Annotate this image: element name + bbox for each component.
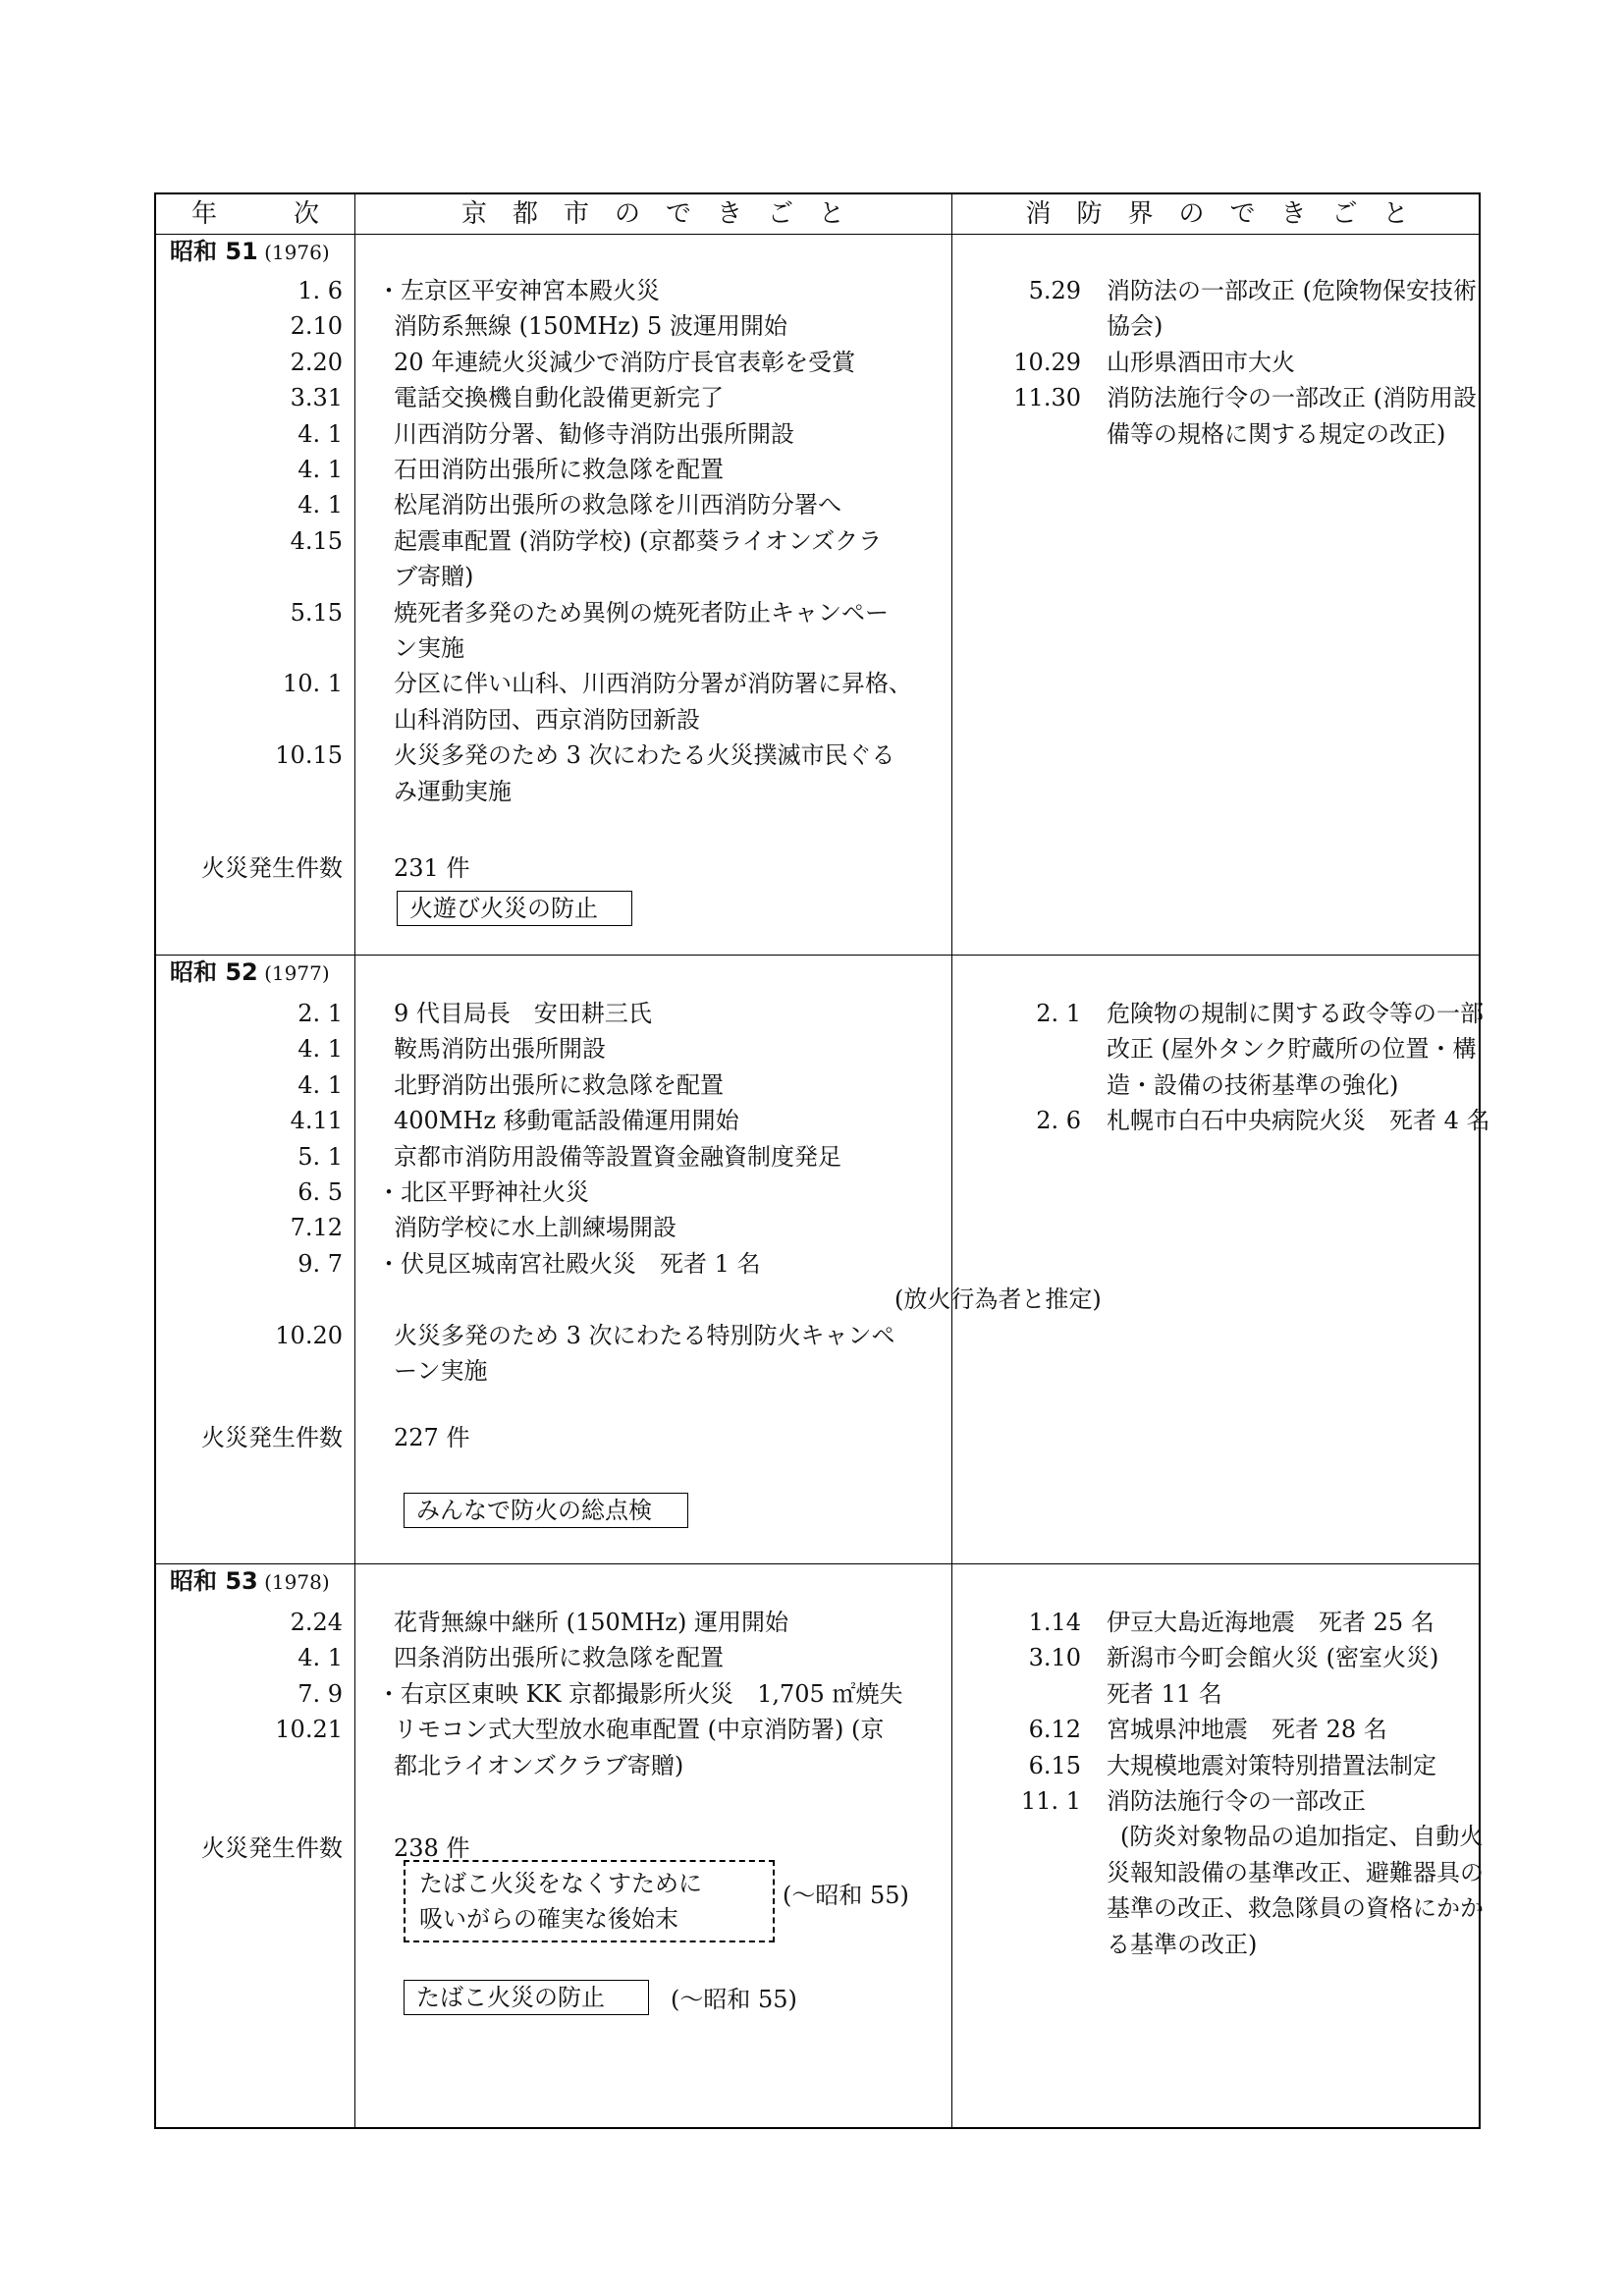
year-ad: (1978) (257, 1570, 330, 1594)
national-event-line: 危険物の規制に関する政令等の一部 (1107, 1000, 1484, 1027)
kyoto-event-line: 四条消防出張所に救急隊を配置 (394, 1644, 724, 1672)
kyoto-event-date: 9. 7 (298, 1249, 343, 1278)
col-divider-2 (951, 194, 952, 2127)
kyoto-event-date: 2.20 (290, 348, 343, 376)
kyoto-event-date: 10.20 (275, 1321, 343, 1349)
national-event-line: 消防法施行令の一部改正 (1107, 1787, 1366, 1815)
kyoto-event-line: 川西消防分署、勧修寺消防出張所開設 (394, 419, 794, 448)
national-event-line: 災報知設備の基準改正、避難器具の (1107, 1858, 1484, 1886)
national-event-line: 基準の改正、救急隊員の資格にかか (1107, 1894, 1484, 1923)
events-table (154, 192, 1490, 2129)
kyoto-event-date: 4. 1 (298, 456, 343, 483)
slogan-dashed-line: たばこ火災をなくすために (419, 1870, 702, 1897)
kyoto-event-line: ・北区平野神社火災 (377, 1178, 589, 1206)
kyoto-event-line: 石田消防出張所に救急隊を配置 (394, 456, 724, 483)
national-event-date: 11. 1 (1020, 1787, 1081, 1815)
slogan-box: 火遊び火災の防止 (397, 891, 632, 926)
fire-count-value: 227 件 (394, 1424, 470, 1451)
kyoto-event-line: 消防系無線 (150MHz) 5 波運用開始 (394, 312, 787, 341)
slogan-dashed-box (404, 1860, 775, 1942)
national-event-date: 11.30 (1013, 384, 1081, 412)
kyoto-event-date: 4.15 (290, 526, 343, 555)
national-event-date: 6.15 (1028, 1751, 1081, 1779)
kyoto-event-date: 4. 1 (298, 419, 343, 448)
kyoto-event-line: (放火行為者と推定) (894, 1285, 1102, 1314)
year-era: 昭和 51 (170, 238, 258, 265)
kyoto-event-line: 電話交換機自動化設備更新完了 (394, 384, 724, 412)
kyoto-event-line: 分区に伴い山科、川西消防分署が消防署に昇格、 (394, 670, 912, 698)
national-event-line: 山形県酒田市大火 (1107, 348, 1295, 376)
fire-count-label: 火災発生件数 (201, 854, 343, 882)
national-event-line: 消防法の一部改正 (危険物保安技術 (1107, 277, 1477, 304)
national-event-date: 10.29 (1013, 348, 1081, 376)
kyoto-event-line: 火災多発のため 3 次にわたる特別防火キャンペ (394, 1321, 895, 1349)
national-event-line: 協会) (1107, 312, 1163, 341)
kyoto-event-date: 2.10 (290, 312, 343, 341)
slogan-box: みんなで防火の総点検 (404, 1493, 688, 1528)
national-event-line: 伊豆大島近海地震 死者 25 名 (1107, 1609, 1434, 1636)
kyoto-event-date: 2.24 (290, 1609, 343, 1636)
kyoto-event-date: 6. 5 (298, 1178, 343, 1206)
year-label (170, 234, 330, 270)
fire-count-value: 231 件 (394, 854, 470, 882)
national-event-date: 3.10 (1028, 1644, 1081, 1672)
kyoto-event-line: ・伏見区城南宮社殿火災 死者 1 名 (377, 1249, 761, 1278)
national-event-line: 新潟市今町会館火災 (密室火災) (1107, 1644, 1439, 1672)
national-event-date: 6.12 (1028, 1716, 1081, 1744)
kyoto-event-line: 鞍馬消防出張所開設 (394, 1035, 606, 1064)
fire-count-label: 火災発生件数 (201, 1834, 343, 1862)
kyoto-event-date: 10.15 (275, 741, 343, 770)
header-divider (156, 234, 1479, 235)
national-event-line: 消防法施行令の一部改正 (消防用設 (1107, 384, 1477, 412)
kyoto-event-line: 400MHz 移動電話設備運用開始 (394, 1107, 739, 1135)
kyoto-event-line: 20 年連続火災減少で消防庁長官表彰を受賞 (394, 348, 856, 376)
kyoto-event-line: 花背無線中継所 (150MHz) 運用開始 (394, 1609, 788, 1636)
year-ad: (1977) (257, 961, 330, 985)
kyoto-event-date: 7. 9 (298, 1679, 343, 1708)
kyoto-event-line: 松尾消防出張所の救急隊を川西消防分署へ (394, 491, 841, 519)
kyoto-event-date: 5.15 (290, 598, 343, 627)
national-event-line: 宮城県沖地震 死者 28 名 (1107, 1716, 1387, 1744)
fire-count-value: 238 件 (394, 1834, 470, 1862)
national-event-date: 5.29 (1028, 277, 1081, 304)
national-event-line: 死者 11 名 (1107, 1679, 1222, 1708)
kyoto-event-line: み運動実施 (394, 777, 512, 805)
kyoto-event-date: 10.21 (275, 1716, 343, 1744)
slogan-dashed-note: (〜昭和 55) (783, 1882, 909, 1909)
header-national: 消 防 界 の で き ご と (1025, 199, 1409, 229)
kyoto-event-line: 北野消防出張所に救急隊を配置 (394, 1070, 724, 1099)
slogan-box: たばこ火災の防止 (404, 1980, 649, 2015)
kyoto-event-date: 4. 1 (298, 491, 343, 519)
kyoto-event-date: 2. 1 (298, 1000, 343, 1027)
national-event-line: 札幌市白石中央病院火災 死者 4 名 (1107, 1107, 1490, 1135)
section-divider-1 (156, 955, 1479, 956)
kyoto-event-date: 3.31 (290, 384, 343, 412)
kyoto-event-date: 7.12 (290, 1214, 343, 1242)
year-era: 昭和 52 (170, 958, 258, 986)
header-kyoto: 京 都 市 の で き ご と (460, 199, 844, 229)
kyoto-event-date: 4. 1 (298, 1070, 343, 1099)
kyoto-event-date: 5. 1 (298, 1142, 343, 1171)
kyoto-event-line: 都北ライオンズクラブ寄贈) (394, 1751, 684, 1779)
national-event-line: る基準の改正) (1107, 1930, 1258, 1958)
national-event-line: 造・設備の技術基準の強化) (1107, 1070, 1399, 1099)
slogan-note: (〜昭和 55) (671, 1986, 797, 2013)
kyoto-event-line: ・右京区東映 KK 京都撮影所火災 1,705 ㎡焼失 (377, 1679, 903, 1708)
kyoto-event-line: ーン実施 (394, 1357, 488, 1385)
section-divider-2 (156, 1563, 1479, 1564)
kyoto-event-line: リモコン式大型放水砲車配置 (中京消防署) (京 (394, 1716, 885, 1744)
national-event-date: 2. 6 (1036, 1107, 1081, 1135)
kyoto-event-date: 4. 1 (298, 1035, 343, 1064)
national-event-line: 備等の規格に関する規定の改正) (1107, 419, 1446, 448)
national-event-date: 2. 1 (1036, 1000, 1081, 1027)
kyoto-event-line: 起震車配置 (消防学校) (京都葵ライオンズクラ (394, 526, 883, 555)
national-event-line: 大規模地震対策特別措置法制定 (1107, 1751, 1436, 1779)
col-divider-1 (354, 194, 355, 2127)
year-label (170, 955, 330, 991)
year-label (170, 1563, 330, 1600)
header-year: 年 次 (190, 199, 319, 229)
kyoto-event-line: ・左京区平安神宮本殿火災 (377, 277, 660, 304)
kyoto-event-line: 京都市消防用設備等設置資金融資制度発足 (394, 1142, 841, 1171)
year-era: 昭和 53 (170, 1567, 258, 1595)
kyoto-event-line: 山科消防団、西京消防団新設 (394, 705, 700, 734)
kyoto-event-line: ン実施 (394, 634, 464, 662)
kyoto-event-line: 消防学校に水上訓練場開設 (394, 1214, 676, 1242)
slogan-dashed-line: 吸いがらの確実な後始末 (419, 1905, 678, 1933)
national-event-line: (防炎対象物品の追加指定、自動火 (1120, 1823, 1484, 1851)
kyoto-event-line: 9 代目局長 安田耕三氏 (394, 1000, 652, 1027)
national-event-date: 1.14 (1028, 1609, 1081, 1636)
national-event-line: 改正 (屋外タンク貯蔵所の位置・構 (1107, 1035, 1477, 1064)
kyoto-event-date: 4. 1 (298, 1644, 343, 1672)
kyoto-event-date: 10. 1 (282, 670, 343, 698)
year-ad: (1976) (257, 241, 330, 264)
kyoto-event-date: 1. 6 (298, 277, 343, 304)
kyoto-event-date: 4.11 (290, 1107, 343, 1135)
kyoto-event-line: 火災多発のため 3 次にわたる火災撲滅市民ぐる (394, 741, 895, 770)
fire-count-label: 火災発生件数 (201, 1424, 343, 1451)
kyoto-event-line: ブ寄贈) (394, 563, 474, 591)
kyoto-event-line: 焼死者多発のため異例の焼死者防止キャンペー (394, 598, 889, 627)
